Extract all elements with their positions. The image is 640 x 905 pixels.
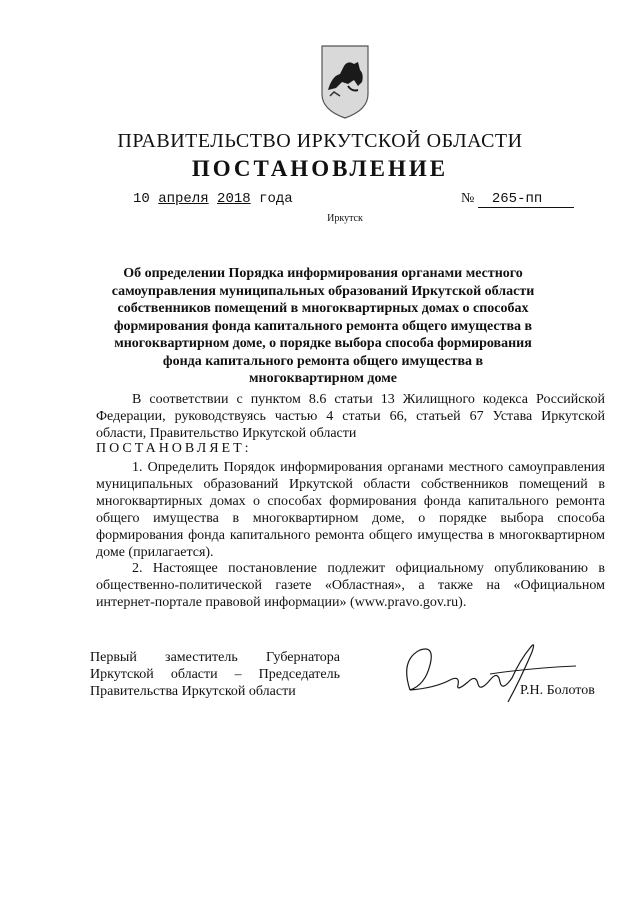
document-heading: Об определении Порядка информирования органами местного самоуправления муниципальных образований Иркутской области собственников помещений в многоквартирных домах о способах формирования фонда капитального ремонта общего имущества в многоквартирном доме, о порядке выбора способа формирования фонда капитального ремонта общего имущества в многоквартирном доме bbox=[111, 266, 535, 386]
document-number bbox=[461, 191, 574, 208]
decree-item-1: 1. Определить Порядок информирования органами местного самоуправления муниципальных образований Иркутской области собственников помещений в многоквартирных домах о способах формирования фонда капитального ремонта общего имущества в многоквартирном доме, о порядке выбора способа формирования фонда капитального ремонта общего имущества в многоквартирном доме (прилагается). bbox=[96, 460, 605, 560]
city-label: Иркутск bbox=[327, 213, 363, 224]
signer-position-line: Иркутской области – Председатель bbox=[90, 667, 340, 682]
signer-position-line: Правительства Иркутской области bbox=[90, 684, 296, 699]
number-value: 265-пп bbox=[478, 191, 574, 208]
signer-position-line: Первый заместитель Губернатора bbox=[90, 650, 340, 665]
date-month: апреля bbox=[158, 191, 209, 207]
coat-of-arms-icon bbox=[318, 40, 372, 120]
date-suffix: года bbox=[259, 191, 293, 207]
preamble-paragraph: В соответствии с пунктом 8.6 статьи 13 Жилищного кодекса Российской Федерации, руководствуясь частью 4 статьи 66, статьей 67 Устава Иркутской области, Правительство Иркутской области bbox=[96, 392, 605, 441]
decree-item-2: 2. Настоящее постановление подлежит официальному опубликованию в общественно-политической газете «Областная», а также на «Официальном интернет-портале правовой информации» (www.pravo.gov.ru). bbox=[96, 561, 605, 610]
document-date bbox=[133, 191, 293, 207]
date-day: 10 bbox=[133, 191, 150, 207]
decree-word: ПОСТАНОВЛЯЕТ: bbox=[96, 441, 252, 456]
date-year: 2018 bbox=[217, 191, 251, 207]
government-name: ПРАВИТЕЛЬСТВО ИРКУТСКОЙ ОБЛАСТИ bbox=[117, 130, 523, 152]
signer-position bbox=[90, 649, 340, 700]
signer-name: Р.Н. Болотов bbox=[520, 683, 595, 698]
document-type-title: ПОСТАНОВЛЕНИЕ bbox=[191, 156, 449, 181]
number-prefix: № bbox=[461, 191, 475, 206]
